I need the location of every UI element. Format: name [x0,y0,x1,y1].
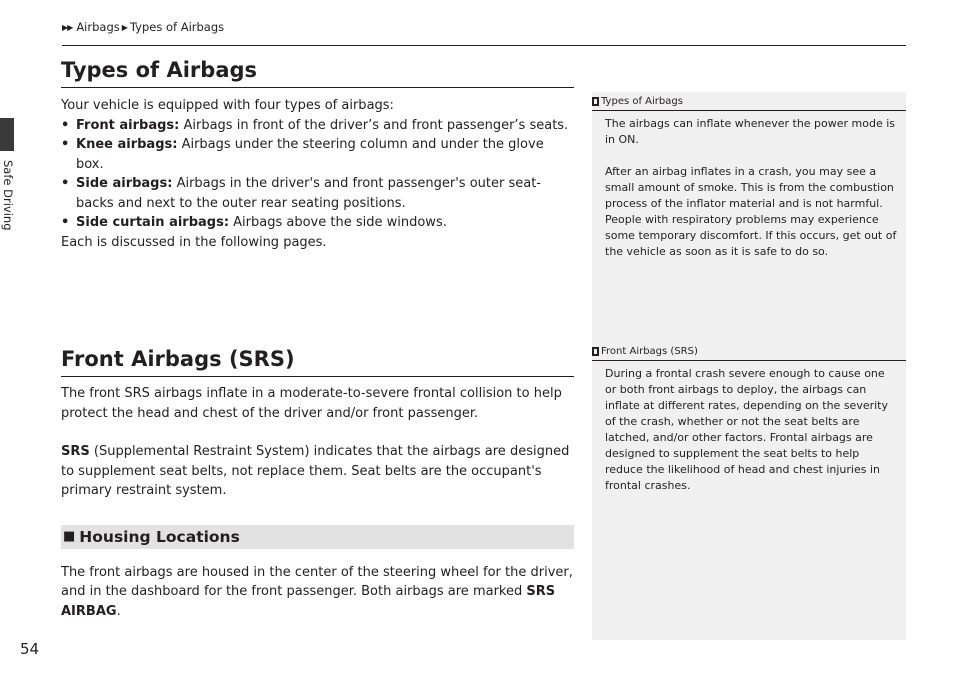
note-paragraph: During a frontal crash severe enough to cause one or both front airbags to deploy, the airbags can inflate at different rates, depending on the severity of the crash, whether or not the seat belts are latched, and/or other factors. Frontal airbags are designed to supplement the seat belts to help reduce the likelihood of head and chest injuries in frontal crashes. [605,367,888,492]
list-item [61,213,574,233]
srs-airbag-term: SRS AIRBAG [61,584,556,619]
note-paragraph: After an airbag inflates in a crash, you may see a small amount of smoke. This is from the combustion process of the inflator material and is not harmful. People with respiratory problems may experience some temporary discomfort. If this occurs, get out of the vehicle as soon as it is safe to do so. [605,165,897,258]
outro-text: Each is discussed in the following pages. [61,234,327,250]
breadcrumb-arrows-icon: ▶▶ [62,22,73,32]
note-front-airbags [592,342,906,510]
note-body [592,361,906,494]
housing-locations-text [61,563,574,622]
list-item-term: Knee airbags: [76,137,178,152]
note-paragraph: The airbags can inflate whenever the power mode is in ON. [605,117,896,146]
breadcrumb-item-types-of-airbags[interactable]: Types of Airbags [129,20,225,34]
srs-term: SRS [61,444,90,459]
reference-icon [592,347,599,356]
side-notes-panel [592,92,906,640]
airbag-types-list [61,116,574,233]
front-airbags-para1: The front SRS airbags inflate in a moderate-to-severe frontal collision to help protect the head and chest of the driver and/or front passenger. [61,386,562,421]
header-rule [62,45,906,46]
note-body [592,111,906,260]
breadcrumb-separator-icon: ▶ [121,22,128,32]
section-title-front-airbags: Front Airbags (SRS) [61,347,574,377]
section-title-types-of-airbags: Types of Airbags [61,58,574,88]
list-item-text: Airbags under the steering column and under the glove box. [76,137,544,172]
list-item-text: Airbags in the driver's and front passenger's outer seat-backs and next to the outer rear seating positions. [76,176,541,211]
note-header [592,92,906,111]
note-types-of-airbags [592,92,906,276]
list-item-text: Airbags in front of the driver’s and front passenger’s seats. [179,117,569,133]
intro-text: Your vehicle is equipped with four types of airbags: [61,98,394,113]
list-item [61,116,574,136]
chapter-label [0,160,16,240]
subsection-title: Housing Locations [79,527,240,546]
note-label: Front Airbags (SRS) [601,346,698,357]
breadcrumb-item-airbags[interactable]: Airbags [76,20,120,34]
main-content [61,58,574,621]
list-item [61,174,574,213]
subsection-header [61,525,574,549]
chapter-tab [0,118,14,151]
list-item-term: Side curtain airbags: [76,215,230,230]
housing-text: The front airbags are housed in the center of the steering wheel for the driver, and in the dashboard for the front passenger. Both airbags are marked [61,564,573,599]
note-label: Types of Airbags [601,96,683,107]
list-item-term: Side airbags: [76,176,173,191]
list-item-text: Airbags above the side windows. [229,215,447,230]
srs-text: (Supplemental Restraint System) indicates that the airbags are designed to supplement seat belts, not replace them. Seat belts are the occupant's primary restraint system. [61,444,570,498]
list-item-term: Front airbags: [76,117,180,133]
housing-text-end: . [116,603,121,619]
square-marker-icon: ■ [63,529,76,544]
reference-icon [592,97,599,106]
front-airbags-para2 [61,442,574,501]
breadcrumb [62,20,224,34]
note-header [592,342,906,361]
list-item [61,135,574,174]
chapter-label-text: Safe Driving [1,160,15,231]
page-number: 54 [20,640,40,658]
